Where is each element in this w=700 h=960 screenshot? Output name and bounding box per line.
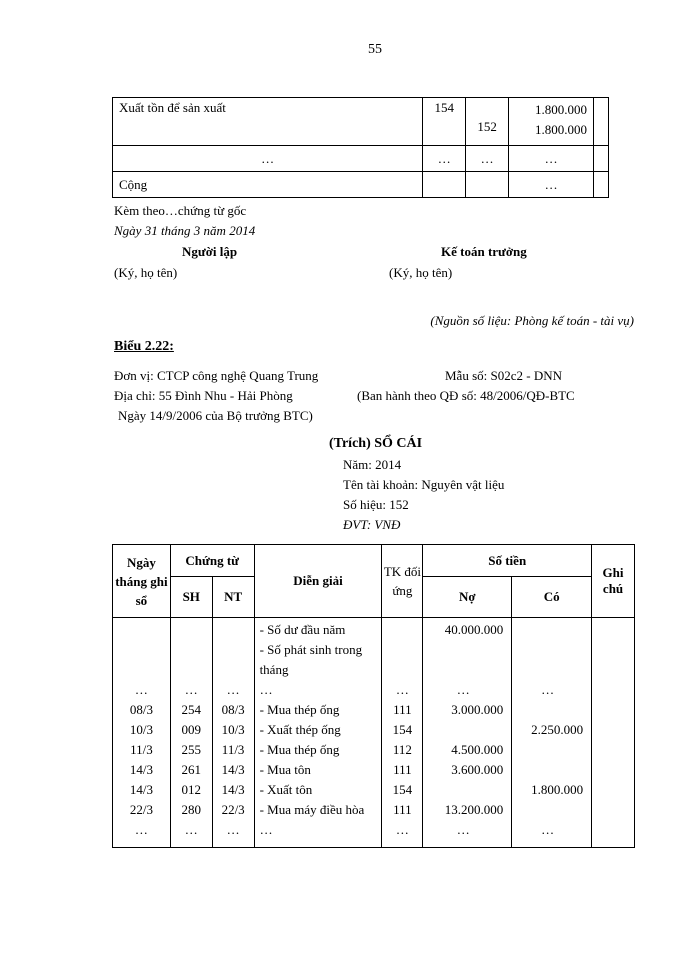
header-credit: Có <box>512 577 592 618</box>
voucher-number: 012 <box>181 782 201 797</box>
date-line: Ngày 31 tháng 3 năm 2014 <box>114 223 256 238</box>
contra-account: 154 <box>392 722 413 737</box>
header-amount: Số tiền <box>423 545 592 577</box>
debit-amount: 3.600.000 <box>451 762 504 777</box>
voucher-date: 08/3 <box>221 702 245 717</box>
contra-account: 112 <box>392 742 412 757</box>
voucher-number: 255 <box>181 742 201 757</box>
voucher-date: 14/3 <box>221 782 245 797</box>
entry-date: 11/3 <box>130 742 153 757</box>
exhibit-title: Biểu 2.22: <box>114 339 174 354</box>
amount: … <box>509 146 594 172</box>
entry-date: … <box>134 822 148 837</box>
header-sh: SH <box>170 577 212 618</box>
debit-amount: 13.200.000 <box>444 802 504 817</box>
credit-amount: … <box>541 682 555 697</box>
col-note <box>592 618 635 848</box>
account-name: Tên tài khoản: Nguyên vật liệu <box>343 477 505 492</box>
contra-account: … <box>395 682 409 697</box>
col-contra-account <box>382 618 423 848</box>
credit-amount <box>512 700 583 720</box>
year-line: Năm: 2014 <box>343 457 402 472</box>
debit-amount <box>423 780 503 800</box>
table-row <box>113 146 609 172</box>
currency-unit: ĐVT: VNĐ <box>343 517 401 532</box>
spacer <box>512 640 583 660</box>
page-number: 55 <box>368 42 382 57</box>
credit-account: 152 <box>466 98 509 146</box>
spacer <box>113 640 170 660</box>
entry-description: - Xuất thép ống <box>259 722 341 737</box>
preparer-title: Người lập <box>182 244 238 259</box>
spacer <box>382 620 422 640</box>
decision-line: (Ban hành theo QĐ số: 48/2006/QĐ-BTC <box>357 388 575 403</box>
entry-date: 10/3 <box>129 722 153 737</box>
spacer <box>423 640 503 660</box>
voucher-date: … <box>226 682 240 697</box>
chief-accountant-title: Kế toán trưởng <box>441 244 527 259</box>
voucher-date: 22/3 <box>221 802 245 817</box>
voucher-date: … <box>226 822 240 837</box>
header-voucher: Chứng từ <box>170 545 254 577</box>
spacer <box>512 620 583 640</box>
spacer <box>171 660 212 680</box>
voucher-date: 14/3 <box>221 762 245 777</box>
contra-account: 154 <box>392 782 413 797</box>
preparer-sign-note: (Ký, họ tên) <box>114 265 178 280</box>
col-sh <box>170 618 212 848</box>
table-row <box>113 98 609 146</box>
credit-amount <box>512 760 583 780</box>
opening-balance-debit: 40.000.000 <box>444 622 504 637</box>
col-nt <box>212 618 254 848</box>
spacer <box>113 620 170 640</box>
spacer <box>423 660 503 680</box>
header-description: Diễn giải <box>254 545 382 618</box>
credit-account: … <box>466 146 509 172</box>
debit-amount <box>423 720 503 740</box>
header-date: Ngày tháng ghi sổ <box>113 545 171 618</box>
entry-description: - Mua máy điều hòa <box>259 802 365 817</box>
col-description <box>254 618 382 848</box>
journal-continuation-table <box>112 97 609 198</box>
voucher-number: 261 <box>181 762 201 777</box>
header-contra-account: TK đối ứng <box>382 545 423 618</box>
header-nt: NT <box>212 577 254 618</box>
header-debit: Nợ <box>423 577 512 618</box>
entry-description: … <box>259 822 273 837</box>
attachment-note: Kèm theo…chứng từ gốc <box>114 203 247 218</box>
voucher-number: … <box>184 682 198 697</box>
spacer <box>171 640 212 660</box>
voucher-number: … <box>184 822 198 837</box>
ledger-body <box>113 618 635 848</box>
entry-description: … <box>259 682 273 697</box>
ledger-title-text: SỔ CÁI <box>374 436 423 451</box>
header-row <box>113 545 635 577</box>
voucher-number: 009 <box>181 722 201 737</box>
entry-date: 22/3 <box>129 802 153 817</box>
entry-date: 14/3 <box>129 782 153 797</box>
row-desc: Xuất tồn để sản xuất <box>113 98 423 146</box>
unit-line: Đơn vị: CTCP công nghệ Quang Trung <box>114 368 319 383</box>
contra-account: … <box>395 822 409 837</box>
debit-account: … <box>423 146 466 172</box>
credit-amount: 2.250.000 <box>531 722 584 737</box>
ledger-title <box>329 436 422 452</box>
voucher-number: 280 <box>181 802 201 817</box>
account-code: Số hiệu: 152 <box>343 497 409 512</box>
ledger-title-prefix: (Trích) <box>329 436 371 451</box>
entry-date: … <box>134 682 148 697</box>
entry-date: 14/3 <box>129 762 153 777</box>
opening-balance-label: - Số dư đầu năm <box>259 622 346 637</box>
row-desc: … <box>113 146 423 172</box>
col-credit <box>512 618 592 848</box>
spacer <box>113 660 170 680</box>
period-activity-label: - Số phát sinh trong tháng <box>259 642 363 677</box>
entry-description: - Mua tôn <box>259 762 311 777</box>
total-amount: … <box>509 172 594 198</box>
spacer <box>512 660 583 680</box>
spacer <box>382 660 422 680</box>
debit-amount: 4.500.000 <box>451 742 504 757</box>
debit-account: 154 <box>423 98 466 146</box>
address-line: Địa chỉ: 55 Đình Nhu - Hải Phòng <box>114 388 293 403</box>
entry-description: - Mua thép ống <box>259 742 340 757</box>
entry-description: - Xuất tôn <box>259 782 313 797</box>
col-debit <box>423 618 512 848</box>
spacer <box>213 620 254 640</box>
amount: 1.800.000 <box>535 122 588 137</box>
debit-amount: … <box>456 822 470 837</box>
voucher-number: 254 <box>181 702 201 717</box>
amount: 1.800.000 <box>535 102 588 117</box>
general-ledger-table <box>112 544 635 848</box>
debit-amount: … <box>456 682 470 697</box>
voucher-date: 11/3 <box>221 742 245 757</box>
form-number: Mẫu số: S02c2 - DNN <box>445 368 562 383</box>
spacer <box>382 640 422 660</box>
decision-date: Ngày 14/9/2006 của Bộ trưởng BTC) <box>118 408 313 423</box>
table-row <box>113 172 609 198</box>
contra-account: 111 <box>393 762 412 777</box>
credit-amount: 1.800.000 <box>531 782 584 797</box>
source-note: (Nguồn số liệu: Phòng kế toán - tài vụ) <box>430 313 634 328</box>
chief-sign-note: (Ký, họ tên) <box>389 265 453 280</box>
entry-description: - Mua thép ống <box>259 702 340 717</box>
voucher-date: 10/3 <box>221 722 245 737</box>
spacer <box>213 660 254 680</box>
credit-amount <box>512 740 583 760</box>
credit-amount <box>512 800 583 820</box>
contra-account: 111 <box>393 702 412 717</box>
spacer <box>213 640 254 660</box>
credit-amount: … <box>541 822 555 837</box>
col-date <box>113 618 171 848</box>
debit-amount: 3.000.000 <box>451 702 504 717</box>
entry-date: 08/3 <box>129 702 153 717</box>
total-label: Cộng <box>113 172 423 198</box>
contra-account: 111 <box>393 802 412 817</box>
spacer <box>171 620 212 640</box>
header-note: Ghi chú <box>592 545 635 618</box>
